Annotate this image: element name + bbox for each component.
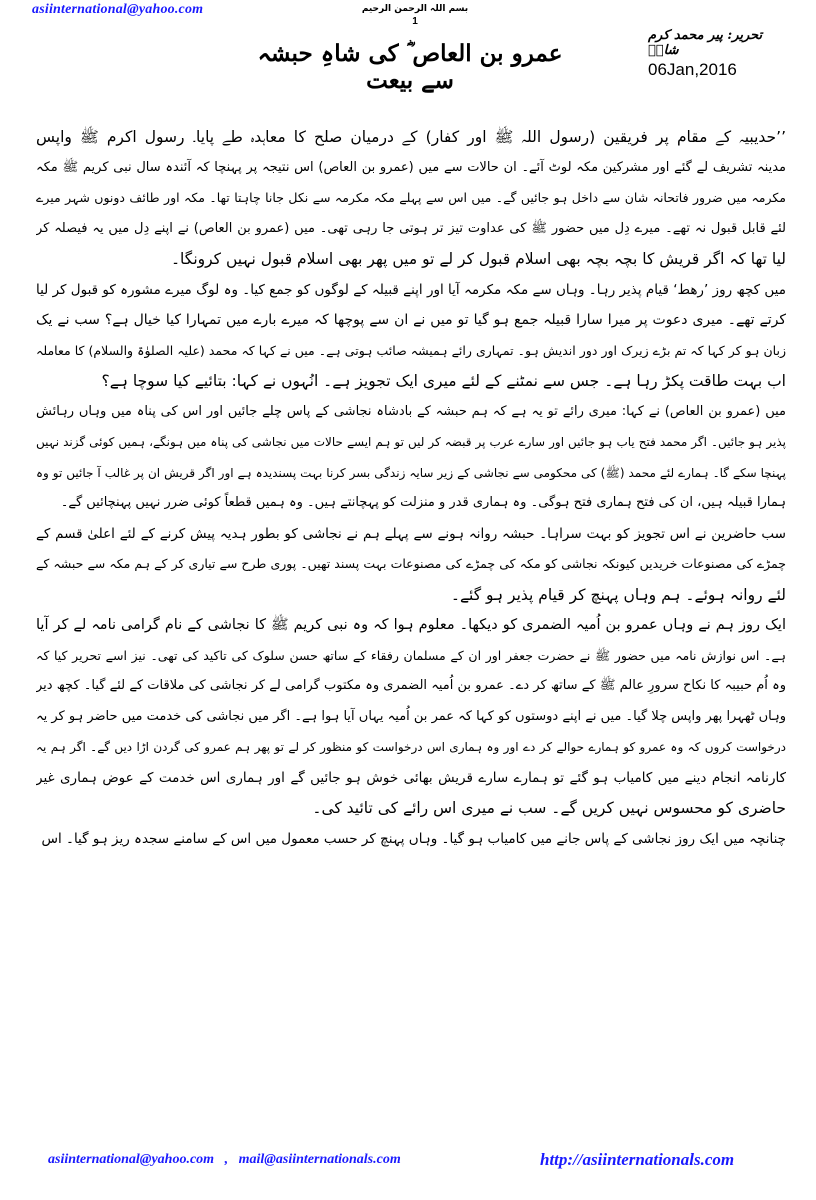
author-name: تحریر: پیر محمد کرم شاہؒ <box>648 28 763 58</box>
text-line: حاضری کو محسوس نہیں کریں گے۔ سب نے میری اس رائے کی تائید کی۔ <box>312 799 786 817</box>
text-line: زبان ہو کر کہا کہ تم بڑے زیرک اور دور اندیش ہو۔ تمہاری رائے ہمیشہ صائب ہوتی ہے۔ میں نے کہا کہ محمد (علیہ الصلوٰۃ والسلام) کا معاملہ <box>36 342 786 358</box>
text-line: مدینہ تشریف لے گئے اور مشرکین مکہ لوٹ آئے۔ ان حالات سے میں (عمرو بن العاص) اس نتیجہ پر پہنچا کہ آئندہ سال نبی کریم ﷺ مکہ <box>36 159 786 175</box>
footer-website-link[interactable]: http://asiinternationals.com <box>540 1150 735 1169</box>
publish-date: 06Jan,2016 <box>648 60 737 79</box>
footer-email-secondary[interactable]: mail@asiinternationals.com <box>238 1152 401 1167</box>
page-footer <box>0 1150 816 1174</box>
footer-separator: , <box>224 1152 229 1167</box>
text-line: میں کچھ روز ’رھط‘ قیام پذیر رہا۔ وہاں سے مکہ مکرمہ آیا اور اپنے قبیلہ کے لوگوں کو جمع کیا۔ وہ لوگ میرے مشورہ کو قبول کر لیا <box>36 281 786 298</box>
text-line: وہاں ٹھہرا پھر واپس چلا گیا۔ میں نے اپنے دوستوں کو کہا کہ عمر بن اُمیہ یہاں آیا ہوا ہے۔ اگر میں نجاشی کی خدمت میں حاضر ہو کر یہ <box>36 708 786 724</box>
paragraph <box>36 519 786 611</box>
text-line: لئے قابل قبول نہ تھے۔ میرے دِل میں حضور ﷺ کی عداوت تیز تر ہوتی جا رہی تھی۔ میں (عمرو بن العاص) نے اپنے دِل میں یہ فیصلہ کر <box>36 220 786 236</box>
paragraph <box>36 122 786 275</box>
text-line: ہے۔ اس نوازش نامہ میں حضور ﷺ نے حضرت جعفر اور ان کے مسلمان رفقاء کے ساتھ حسن سلوک کی تاکید کی تھی۔ نیز اسے تحریر کیا کہ <box>36 647 786 663</box>
text-line: ایک روز ہم نے وہاں عمرو بن اُمیہ الضمری کو دیکھا۔ معلوم ہوا کہ وہ نبی کریم ﷺ کا نجاشی کے نام گرامی نامہ لے کر آیا <box>36 617 786 633</box>
text-line: اب بہت طاقت پکڑ رہا ہے۔ جس سے نمٹنے کے لئے میری ایک تجویز ہے۔ انُہوں نے کہا: بتائیے کیا سوچا ہے؟ <box>101 372 786 390</box>
paragraph <box>36 824 786 855</box>
text-line: لئے روانہ ہوئے۔ ہم وہاں پہنچ کر قیام پذیر ہو گئے۔ <box>450 585 786 604</box>
article-body <box>36 122 786 854</box>
text-line: ’’حدیبیہ کے مقام پر فریقین (رسول اللہ ﷺ اور کفار) کے درمیان صلح کا معاہدہ طے پایا۔ رسول اکرم ﷺ واپس <box>36 128 786 146</box>
header-email[interactable]: asiinternational@yahoo.com <box>32 2 204 17</box>
text-line: کرتے تھے۔ میری دعوت پر میرا سارا قبیلہ جمع ہو گیا تو میں نے ان سے پوچھا کہ میرے بارے میں تمہارا کیا خیال ہے؟ سب نے یک <box>36 312 786 328</box>
paragraph <box>36 275 786 397</box>
article-title: عمرو بن العاص ؓ کی شاہِ حبشہ سے بیعت <box>257 40 563 94</box>
page-number: 1 <box>412 16 418 27</box>
text-line: پہنچا سکے گا۔ ہمارے لئے محمد (ﷺ) کی محکومی سے نجاشی کے زیر سایہ زندگی بسر کرنا بہت پسندیدہ ہے اور اگر قریش ان پر غالب آ جائیں تو وہ <box>36 465 786 480</box>
paragraph <box>36 610 786 824</box>
text-line: کارنامہ انجام دینے میں کامیاب ہو گئے تو ہمارے سارے قریش بھائی خوش ہو جائیں گے اور ہماری اس خدمت کے عوض ہماری غیر <box>36 769 786 786</box>
text-line: چمڑے کی مصنوعات خریدیں کیونکہ نجاشی کو مکہ کی چمڑے کی مصنوعات بہت پسند تھیں۔ پوری طرح سے تیاری کر کے ہم مکہ سے حبشہ کے <box>36 556 786 571</box>
byline <box>648 28 788 80</box>
text-line: لیا تھا کہ اگر قریش کا بچہ بچہ بھی اسلام قبول کر لے تو میں پھر بھی اسلام قبول نہیں کرونگا۔ <box>170 250 786 268</box>
text-line: میں (عمرو بن العاص) نے کہا: میری رائے تو یہ ہے کہ ہم حبشہ کے بادشاہ نجاشی کے پاس چلے جائیں اور اس کی پناہ میں وہاں رہائش <box>36 403 786 419</box>
text-line: پذیر ہو جائیں۔ اگر محمد فتح یاب ہو جائیں اور سارے عرب پر قبضہ کر لیں تو ہم ایسے حالات میں نجاشی کی پناہ میں ہونگے، ہمیں کوئی گزند نہیں <box>36 435 786 449</box>
text-line: مکرمہ میں ضرور فاتحانہ شان سے داخل ہو جائیں گے۔ میں اس سے پہلے مکہ مکرمہ سے نکل جانا چاہتا تھا۔ مکہ اور طائف دونوں شہر میرے <box>36 190 786 205</box>
paragraph <box>36 397 786 519</box>
footer-emails <box>48 1152 401 1168</box>
text-line: درخواست کروں کہ وہ عمرو کو ہمارے حوالے کر دے اور وہ ہماری اس درخواست کو منظور کر لے تو پھر ہم عمرو کی گردن اڑا دیں گے۔ اگر ہم یہ <box>36 740 786 754</box>
text-line: ہمارا قبیلہ ہیں، ان کی فتح ہماری فتح ہوگی۔ وہ ہماری قدر و منزلت کو پہچانتے ہیں۔ وہ ہمیں قطعاً کوئی ضرر نہیں پہنچائیں گے۔ <box>60 495 786 510</box>
footer-email-primary[interactable]: asiinternational@yahoo.com <box>48 1152 215 1167</box>
text-line: وہ اُم حبیبہ کا نکاح سرورِ عالم ﷺ کے ساتھ کر دے۔ عمرو بن اُمیہ الضمری وہ مکتوب گرامی لے کر نجاشی کی ملاقات کے لئے گیا۔ کچھ دیر <box>36 678 786 693</box>
text-line: چنانچہ میں ایک روز نجاشی کے پاس جانے میں کامیاب ہو گیا۔ وہاں پہنچ کر حسب معمول میں اس کے سامنے سجدہ ریز ہو گیا۔ اس <box>41 830 786 847</box>
bismillah-heading: بسم اللہ الرحمن الرحیم <box>361 4 469 14</box>
text-line: سب حاضرین نے اس تجویز کو بہت سراہا۔ حبشہ روانہ ہونے سے پہلے ہم نے نجاشی کو بطور ہدیہ پیش کرنے کے لئے اعلیٰ قسم کے <box>36 525 786 542</box>
